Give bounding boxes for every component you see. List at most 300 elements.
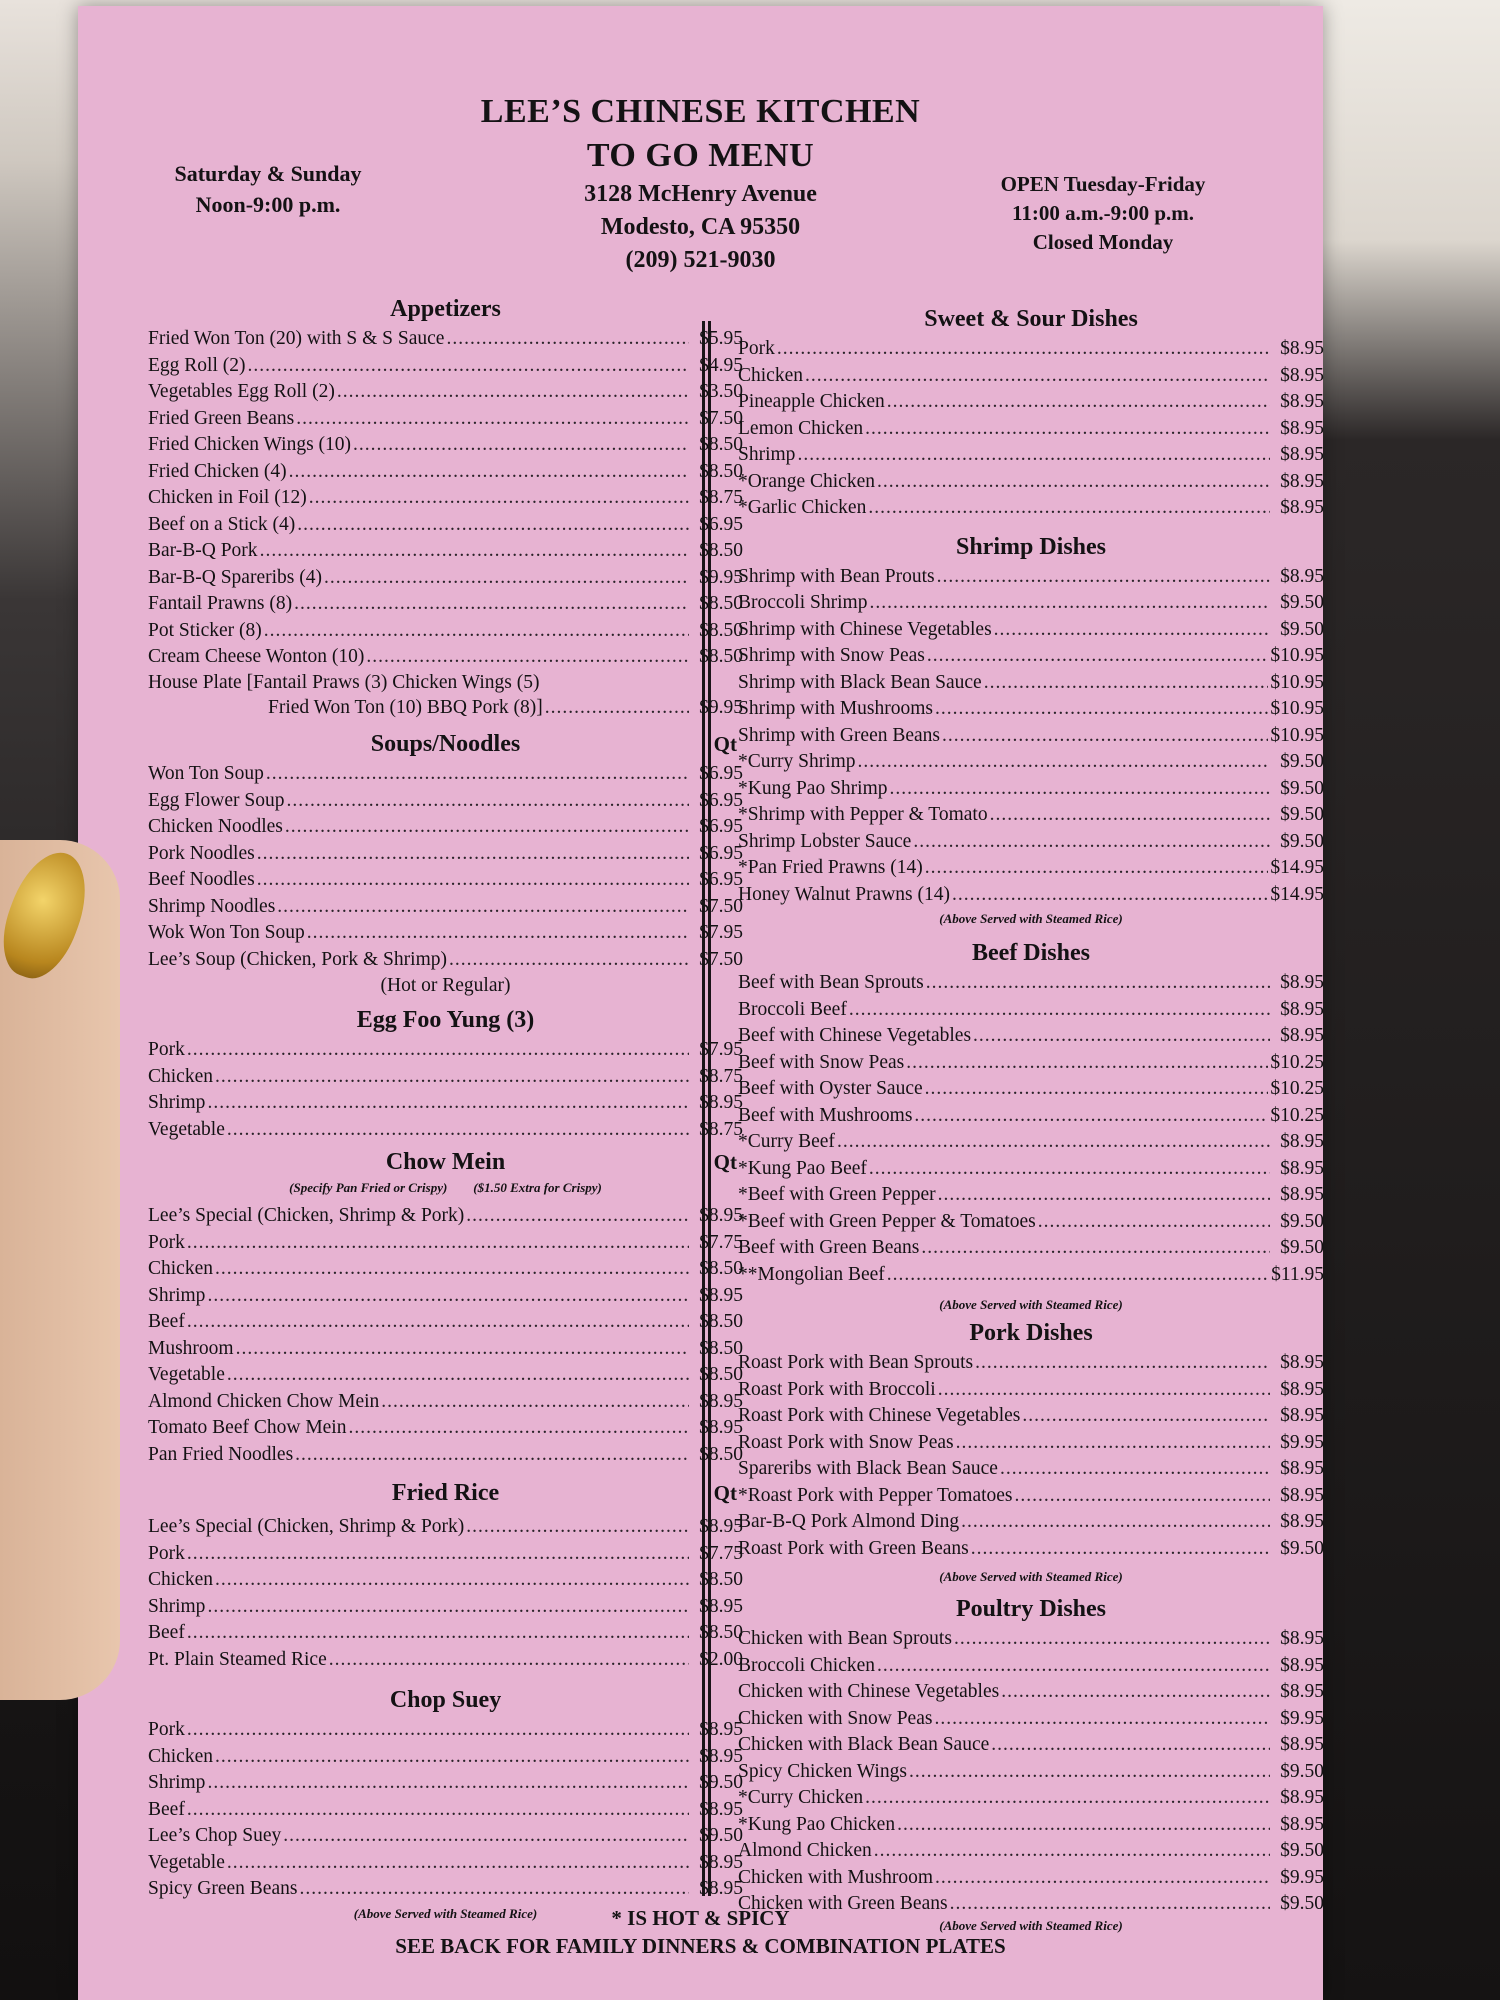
item-price: $14.95 <box>1270 857 1324 878</box>
item-name: Fried Chicken Wings (10) <box>148 434 352 455</box>
item-price: $8.50 <box>699 619 743 641</box>
leader-dots <box>446 326 689 353</box>
menu-item <box>738 1209 1324 1236</box>
item-name: Bar-B-Q Pork <box>148 540 258 561</box>
item-price: $8.95 <box>1280 1157 1324 1179</box>
item-name: Lee’s Soup (Chicken, Pork & Shrimp) <box>148 948 447 970</box>
item-name: Shrimp with Mushrooms <box>738 698 934 719</box>
leader-dots <box>877 469 1270 496</box>
menu-item <box>148 432 743 459</box>
item-name: Pork <box>738 338 775 359</box>
leader-dots <box>257 867 689 894</box>
soups-section <box>148 727 743 999</box>
menu-item <box>148 1744 743 1771</box>
item-name: Tomato Beef Chow Mein <box>148 1417 347 1438</box>
menu-item <box>148 947 743 974</box>
menu-item <box>738 997 1324 1024</box>
menu-item <box>738 1235 1324 1262</box>
menu-item <box>148 894 743 921</box>
item-name: *Kung Pao Shrimp <box>738 777 888 799</box>
item-price: $8.95 <box>1280 565 1324 587</box>
leader-dots <box>984 670 1269 697</box>
leader-dots <box>449 947 689 974</box>
fried-rice-section <box>148 1476 743 1673</box>
item-name: *Roast Pork with Pepper Tomatoes <box>738 1484 1013 1506</box>
menu-item <box>148 1064 743 1091</box>
leader-dots <box>1000 1456 1270 1483</box>
leader-dots <box>283 1823 689 1850</box>
item-name: Vegetable <box>148 1364 225 1385</box>
leader-dots <box>975 1350 1270 1377</box>
item-price: $8.95 <box>1280 972 1324 993</box>
item-price: $8.95 <box>699 1516 743 1537</box>
leader-dots <box>227 1850 689 1877</box>
item-name: *Shrimp with Pepper & Tomato <box>738 804 988 825</box>
item-price: $8.95 <box>1280 497 1324 518</box>
leader-dots <box>309 485 689 512</box>
leader-dots <box>887 1262 1269 1289</box>
section-title: Shrimp Dishes <box>955 533 1107 560</box>
pork-section <box>738 1316 1324 1588</box>
item-name: Chicken <box>148 1745 213 1767</box>
item-name: Broccoli Chicken <box>738 1654 876 1676</box>
menu-item <box>738 1838 1324 1865</box>
item-name: Beef <box>148 1798 185 1820</box>
menu-list <box>148 1514 743 1673</box>
chow-mein-section <box>148 1145 743 1468</box>
item-name: Roast Pork with Green Beans <box>738 1537 969 1559</box>
restaurant-name: LEE’S CHINESE KITCHEN <box>480 93 921 130</box>
item-name: Egg Roll (2) <box>148 354 246 376</box>
leader-dots <box>869 590 1270 617</box>
menu-list <box>738 336 1324 522</box>
item-price: $9.50 <box>699 1825 743 1846</box>
menu-item <box>738 1350 1324 1377</box>
item-price: $8.95 <box>1280 1025 1324 1046</box>
menu-item <box>738 1785 1324 1812</box>
item-name: Almond Chicken <box>738 1840 872 1861</box>
leader-dots <box>914 1103 1268 1130</box>
menu-item <box>148 841 743 868</box>
menu-item <box>738 1456 1324 1483</box>
item-name: Beef Noodles <box>148 869 255 890</box>
item-name: Lee’s Special (Chicken, Shrimp & Pork) <box>148 1205 465 1226</box>
item-price: $9.50 <box>1280 1237 1324 1258</box>
item-price: $9.50 <box>1280 804 1324 825</box>
menu-item <box>148 1823 743 1850</box>
leader-dots <box>777 336 1270 363</box>
item-price: $8.95 <box>1280 1787 1324 1808</box>
menu-item <box>738 336 1324 363</box>
item-name: Won Ton Soup <box>148 763 264 784</box>
leader-dots <box>307 920 689 947</box>
item-name: Beef <box>148 1311 185 1332</box>
menu-item <box>738 1182 1324 1209</box>
leader-dots <box>207 1770 689 1797</box>
menu-list <box>738 1626 1324 1918</box>
menu-item <box>738 829 1324 856</box>
item-name: *Kung Pao Beef <box>738 1157 867 1179</box>
menu-item <box>738 882 1324 909</box>
item-price: $9.50 <box>1280 592 1324 613</box>
item-price: $9.50 <box>1280 1210 1324 1232</box>
leader-dots <box>921 1235 1270 1262</box>
leader-dots <box>207 1283 689 1310</box>
item-price: $6.95 <box>699 842 743 864</box>
item-price: $8.95 <box>1280 1628 1324 1649</box>
menu-item <box>738 1103 1324 1130</box>
specify-note: (Specify Pan Fried or Crispy) <box>289 1180 448 1195</box>
item-name: *Beef with Green Pepper & Tomatoes <box>738 1210 1036 1232</box>
item-name: Chicken <box>148 1569 213 1590</box>
item-price: $8.95 <box>1280 1184 1324 1205</box>
leader-dots <box>1038 1209 1270 1236</box>
item-name: Chicken with Chinese Vegetables <box>738 1681 1000 1702</box>
item-price: $7.95 <box>699 922 743 943</box>
leader-dots <box>925 1076 1269 1103</box>
item-price: $8.95 <box>1280 998 1324 1020</box>
item-name: Broccoli Beef <box>738 998 847 1020</box>
item-price: $8.95 <box>699 1878 743 1899</box>
item-name: Beef with Chinese Vegetables <box>738 1025 972 1046</box>
section-title <box>148 727 743 761</box>
leader-dots <box>913 829 1270 856</box>
menu-item <box>738 696 1324 723</box>
leader-dots <box>266 761 689 788</box>
item-price: $8.95 <box>1280 417 1324 439</box>
item-name: Chicken <box>148 1258 213 1279</box>
menu-item <box>738 617 1324 644</box>
menu-item <box>148 326 743 353</box>
item-name: Chicken <box>148 1065 213 1087</box>
item-price: $8.95 <box>699 1719 743 1740</box>
item-name: Beef with Green Beans <box>738 1237 920 1258</box>
menu-item <box>738 1129 1324 1156</box>
item-price: $8.50 <box>699 593 743 614</box>
item-price: $8.95 <box>1280 444 1324 465</box>
left-column <box>148 292 743 1925</box>
menu-item <box>148 1541 743 1568</box>
menu-sheet <box>78 6 1323 2000</box>
leader-dots <box>466 1203 689 1230</box>
menu-item <box>148 406 743 433</box>
menu-item <box>738 1759 1324 1786</box>
poultry-section <box>738 1592 1324 1934</box>
menu-item <box>738 495 1324 522</box>
leader-dots <box>207 1090 689 1117</box>
section-title <box>148 1476 743 1510</box>
menu-item <box>738 749 1324 776</box>
city: Modesto, CA 95350 <box>600 214 801 240</box>
leader-dots <box>337 379 689 406</box>
leader-dots <box>865 1785 1270 1812</box>
item-price: $8.50 <box>699 1569 743 1590</box>
leader-dots <box>973 1023 1270 1050</box>
leader-dots <box>215 1064 689 1091</box>
item-price: $9.95 <box>1280 1707 1324 1729</box>
item-price: $8.95 <box>1280 470 1324 492</box>
item-name: Fantail Prawns (8) <box>148 593 293 614</box>
item-price: $7.75 <box>699 1542 743 1564</box>
item-price: $9.95 <box>699 566 743 588</box>
item-price: $10.95 <box>1270 724 1324 746</box>
menu-item <box>148 353 743 380</box>
item-price: $6.95 <box>699 763 743 784</box>
leader-dots <box>257 841 689 868</box>
item-price: $4.95 <box>699 354 743 376</box>
menu-item <box>738 1076 1324 1103</box>
leader-dots <box>324 565 689 592</box>
item-name: Beef with Bean Sprouts <box>738 972 924 993</box>
chow-mein-subnote <box>148 1179 743 1197</box>
item-price: $9.95 <box>1280 1431 1324 1453</box>
menu-item <box>148 1594 743 1621</box>
menu-item <box>738 564 1324 591</box>
menu-item <box>738 970 1324 997</box>
item-name: Vegetables Egg Roll (2) <box>148 381 335 402</box>
item-name: Beef with Mushrooms <box>738 1104 913 1126</box>
leader-dots <box>934 1706 1270 1733</box>
item-price: $8.50 <box>699 646 743 667</box>
item-price: $8.50 <box>699 460 743 482</box>
leader-dots <box>935 1865 1270 1892</box>
address: 3128 McHenry Avenue <box>584 181 817 207</box>
menu-item <box>148 618 743 645</box>
item-name: Chicken with Bean Sprouts <box>738 1628 952 1649</box>
section-title: Egg Foo Yung (3) <box>356 1007 535 1033</box>
item-name: *Curry Beef <box>738 1131 835 1152</box>
item-name: Lee’s Chop Suey <box>148 1825 282 1846</box>
weekend-hours <box>153 158 383 220</box>
item-name: Shrimp Noodles <box>148 895 276 917</box>
item-price: $9.50 <box>1280 1760 1324 1782</box>
item-name: Shrimp <box>148 1772 206 1793</box>
leader-dots <box>797 442 1270 469</box>
item-price: $8.95 <box>699 1284 743 1306</box>
see-back-note: SEE BACK FOR FAMILY DINNERS & COMBINATION PLATES <box>395 1934 1006 1958</box>
leader-dots <box>545 695 689 722</box>
item-name: Bar-B-Q Pork Almond Ding <box>738 1511 960 1532</box>
item-name: Fried Won Ton (10) BBQ Pork (8)] <box>268 696 543 718</box>
leader-dots <box>874 1838 1270 1865</box>
item-price: $9.50 <box>1280 1840 1324 1861</box>
hot-spicy-legend: * IS HOT & SPICY <box>611 1906 790 1930</box>
leader-dots <box>215 1567 689 1594</box>
menu-list <box>148 1203 743 1468</box>
leader-dots <box>837 1129 1270 1156</box>
item-name: *Curry Chicken <box>738 1787 864 1808</box>
item-price: $10.25 <box>1270 1078 1324 1099</box>
weekday-days: OPEN Tuesday-Friday <box>1000 172 1206 196</box>
leader-dots <box>187 1309 689 1336</box>
item-name: Pan Fried Noodles <box>148 1443 294 1465</box>
menu-item <box>148 1336 743 1363</box>
leader-dots <box>954 1626 1270 1653</box>
item-name: Fried Chicken (4) <box>148 460 287 482</box>
menu-item <box>148 1442 743 1469</box>
menu-item <box>738 442 1324 469</box>
menu-item <box>148 1567 743 1594</box>
beef-section <box>738 936 1324 1316</box>
menu-item <box>738 1483 1324 1510</box>
menu-item <box>148 1256 743 1283</box>
leader-dots <box>868 495 1270 522</box>
leader-dots <box>805 363 1270 390</box>
leader-dots <box>187 1797 689 1824</box>
leader-dots <box>952 882 1268 909</box>
item-price: $2.00 <box>699 1648 743 1670</box>
item-name: *Beef with Green Pepper <box>738 1184 936 1205</box>
menu-item <box>148 1309 743 1336</box>
menu-item <box>148 1415 743 1442</box>
leader-dots <box>187 1037 689 1064</box>
item-price: $8.95 <box>699 1798 743 1820</box>
leader-dots <box>299 1876 689 1903</box>
item-price: $8.95 <box>1280 1654 1324 1676</box>
leader-dots <box>926 970 1270 997</box>
item-price: $8.95 <box>1280 1405 1324 1426</box>
leader-dots <box>285 814 689 841</box>
item-name: Roast Pork with Chinese Vegetables <box>738 1405 1021 1426</box>
leader-dots <box>869 1156 1270 1183</box>
menu-list <box>738 970 1324 1288</box>
item-price: $8.95 <box>1280 1511 1324 1532</box>
menu-item <box>148 1203 743 1230</box>
leader-dots <box>296 406 689 433</box>
item-price: $7.95 <box>699 1039 743 1060</box>
leader-dots <box>961 1509 1270 1536</box>
item-name: Pork <box>148 1719 185 1740</box>
item-name: Pineapple Chicken <box>738 391 885 412</box>
menu-item <box>738 1653 1324 1680</box>
item-price: $6.95 <box>699 789 743 811</box>
menu-item <box>148 1850 743 1877</box>
leader-dots <box>366 644 689 671</box>
item-name: Shrimp with Snow Peas <box>738 645 925 666</box>
leader-dots <box>348 1415 689 1442</box>
item-price: $8.95 <box>699 1390 743 1412</box>
menu-item <box>148 1362 743 1389</box>
menu-item <box>738 776 1324 803</box>
menu-item <box>738 1509 1324 1536</box>
section-title: Sweet & Sour Dishes <box>924 306 1138 332</box>
item-price: $9.50 <box>699 1772 743 1793</box>
item-name: Shrimp with Chinese Vegetables <box>738 618 992 640</box>
menu-item <box>148 644 743 671</box>
leader-dots <box>938 1377 1270 1404</box>
leader-dots <box>937 564 1270 591</box>
menu-item <box>148 1037 743 1064</box>
item-name: Spareribs with Black Bean Sauce <box>738 1458 998 1479</box>
item-price: $8.50 <box>699 1258 743 1279</box>
leader-dots <box>289 459 689 486</box>
item-price: $8.95 <box>1280 1378 1324 1400</box>
served-note: (Above Served with Steamed Rice) <box>939 1569 1123 1584</box>
menu-list <box>148 1717 743 1903</box>
menu-item <box>738 1377 1324 1404</box>
menu-item <box>148 379 743 406</box>
menu-item <box>738 1050 1324 1077</box>
leader-dots <box>353 432 689 459</box>
item-price: $8.75 <box>699 1065 743 1087</box>
menu-item <box>148 1876 743 1903</box>
item-name: Roast Pork with Broccoli <box>738 1378 936 1400</box>
item-name: Lee’s Special (Chicken, Shrimp & Pork) <box>148 1516 465 1537</box>
leader-dots <box>287 788 690 815</box>
item-name: Shrimp <box>148 1092 206 1113</box>
leader-dots <box>236 1336 689 1363</box>
qt-label: Qt <box>713 732 737 756</box>
section-title: Appetizers <box>390 296 501 322</box>
item-price: $8.95 <box>1280 1813 1324 1835</box>
item-name: **Mongolian Beef <box>738 1263 885 1285</box>
item-name: Beef with Oyster Sauce <box>738 1078 923 1099</box>
section-title: Poultry Dishes <box>956 1596 1106 1622</box>
item-price: $9.95 <box>699 696 743 718</box>
item-price: $8.50 <box>699 540 743 561</box>
item-name: Shrimp with Black Bean Sauce <box>738 671 982 693</box>
item-name: *Pan Fried Prawns (14) <box>738 857 923 878</box>
qt-label: Qt <box>713 1481 737 1505</box>
section-title-text: Fried Rice <box>391 1480 500 1506</box>
leader-dots <box>207 1594 689 1621</box>
item-price: $8.50 <box>699 1622 743 1643</box>
leader-dots <box>260 538 689 565</box>
leader-dots <box>277 894 689 921</box>
section-title: Pork Dishes <box>969 1320 1093 1346</box>
item-name: Honey Walnut Prawns (14) <box>738 883 950 905</box>
menu-item <box>148 1647 743 1674</box>
phone: (209) 521-9030 <box>625 247 776 273</box>
menu-item <box>738 416 1324 443</box>
leader-dots <box>906 1050 1268 1077</box>
item-price: $8.50 <box>699 434 743 455</box>
leader-dots <box>1022 1403 1270 1430</box>
item-price: $9.95 <box>1280 1866 1324 1888</box>
item-name: Shrimp <box>148 1284 206 1306</box>
item-price: $8.95 <box>699 1745 743 1767</box>
item-name: *Kung Pao Chicken <box>738 1813 896 1835</box>
section-title-text: Soups/Noodles <box>370 731 521 757</box>
item-price: $3.50 <box>699 381 743 402</box>
leader-dots <box>227 1117 689 1144</box>
item-name: Almond Chicken Chow Mein <box>148 1390 380 1412</box>
item-price: $8.95 <box>1280 1681 1324 1702</box>
menu-item <box>738 1812 1324 1839</box>
served-note: (Above Served with Steamed Rice) <box>939 1297 1123 1312</box>
menu-item <box>738 590 1324 617</box>
leader-dots <box>858 749 1270 776</box>
item-price: $9.50 <box>1280 777 1324 799</box>
soup-note: (Hot or Regular) <box>380 975 511 996</box>
item-name: Chicken Noodles <box>148 816 283 837</box>
leader-dots <box>971 1536 1270 1563</box>
item-price: $6.95 <box>699 816 743 837</box>
egg-foo-yung-section <box>148 1003 743 1143</box>
leader-dots <box>187 1230 689 1257</box>
menu-item <box>738 1262 1324 1289</box>
item-name: Vegetable <box>148 1851 225 1873</box>
item-price: $8.95 <box>699 1595 743 1617</box>
item-name: Roast Pork with Snow Peas <box>738 1431 954 1453</box>
menu-item <box>738 1403 1324 1430</box>
item-price: $10.95 <box>1270 671 1324 693</box>
menu-item <box>148 485 743 512</box>
leader-dots <box>849 997 1270 1024</box>
item-price: $10.95 <box>1270 698 1324 719</box>
menu-item <box>148 1770 743 1797</box>
item-name: Chicken with Green Beans <box>738 1893 948 1914</box>
